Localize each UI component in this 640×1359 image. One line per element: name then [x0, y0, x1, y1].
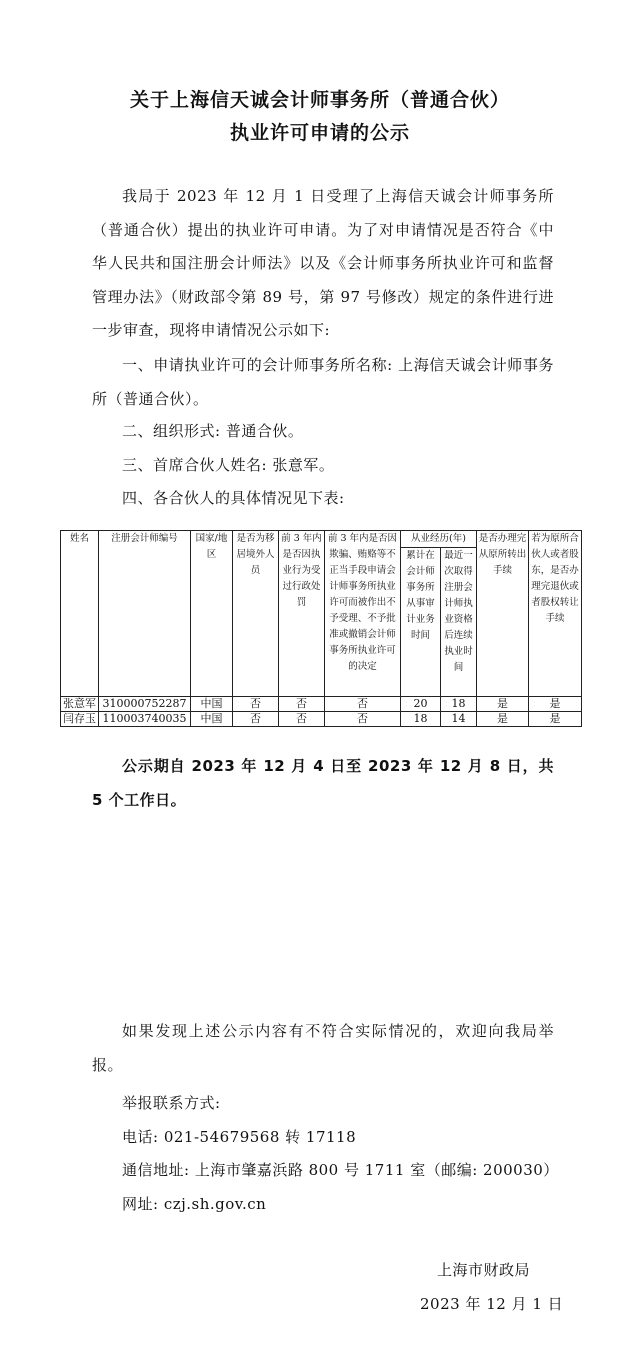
header-region: 国家/地区 — [191, 531, 233, 697]
cell-immigrant: 否 — [233, 697, 279, 712]
item-4-partner-table-intro: 四、各合伙人的具体情况见下表: — [122, 489, 345, 507]
cell-cpa-number: 310000752287 — [99, 697, 191, 712]
cell-fraud: 否 — [325, 712, 401, 727]
header-withdraw: 若为原所合伙人或者股东，是否办理完退伙或者股权转让手续 — [529, 531, 582, 697]
cell-cumulative: 18 — [401, 712, 441, 727]
table-row — [61, 697, 582, 712]
header-cumulative: 累计在会计师事务所从事审计业务时间 — [401, 548, 441, 697]
contact-address: 通信地址: 上海市肇嘉浜路 800 号 1711 室（邮编: 200030） — [122, 1161, 559, 1179]
document-title-line-2: 执业许可申请的公示 — [229, 122, 410, 144]
cell-fraud: 否 — [325, 697, 401, 712]
contact-phone: 电话: 021-54679568 转 17118 — [122, 1128, 357, 1146]
partners-table — [60, 530, 582, 727]
report-invitation: 如果发现上述公示内容有不符合实际情况的，欢迎向我局举报。 — [92, 1022, 554, 1074]
intro-paragraph: 我局于 2023 年 12 月 1 日受理了上海信天诚会计师事务所（普通合伙）提出的执业许可申请。为了对申请情况是否符合《中华人民共和国注册会计师法》以及《会计师事务所执业许可和监督管理办法》（财政部令第 89 号，第 97 号修改）规定的条件进行进一步审查，现将申请情况公示如下: — [92, 187, 554, 339]
issue-date: 2023 年 12 月 1 日 — [420, 1295, 564, 1313]
header-immigrant: 是否为移居境外人员 — [233, 531, 279, 697]
item-2-organization-form: 二、组织形式: 普通合伙。 — [122, 422, 304, 440]
cell-cumulative: 20 — [401, 697, 441, 712]
header-experience: 从业经历(年) — [401, 531, 477, 548]
header-cpa-number: 注册会计师编号 — [99, 531, 191, 697]
cell-withdraw: 是 — [529, 712, 582, 727]
document-title-line-1: 关于上海信天诚会计师事务所（普通合伙） — [129, 89, 510, 111]
cell-withdraw: 是 — [529, 697, 582, 712]
cell-name: 张意军 — [61, 697, 99, 712]
cell-region: 中国 — [191, 712, 233, 727]
cell-region: 中国 — [191, 697, 233, 712]
table-row — [61, 712, 582, 727]
header-name: 姓名 — [61, 531, 99, 697]
contact-label: 举报联系方式: — [122, 1094, 221, 1112]
cell-transfer: 是 — [477, 712, 529, 727]
cell-cpa-number: 110003740035 — [99, 712, 191, 727]
cell-transfer: 是 — [477, 697, 529, 712]
table-header-row — [61, 531, 582, 548]
cell-recent: 18 — [441, 697, 477, 712]
header-penalty: 前 3 年内是否因执业行为受过行政处罚 — [279, 531, 325, 697]
cell-penalty: 否 — [279, 697, 325, 712]
header-fraud: 前 3 年内是否因欺骗、贿赂等不正当手段申请会计师事务所执业许可而被作出不予受理、不予批准或撤销会计师事务所执业许可的决定 — [325, 531, 401, 697]
contact-website: 网址: czj.sh.gov.cn — [122, 1195, 267, 1213]
header-transfer: 是否办理完从原所转出手续 — [477, 531, 529, 697]
issuing-authority: 上海市财政局 — [437, 1261, 531, 1279]
cell-name: 闫存玉 — [61, 712, 99, 727]
item-3-chief-partner: 三、首席合伙人姓名: 张意军。 — [122, 456, 335, 474]
cell-penalty: 否 — [279, 712, 325, 727]
cell-immigrant: 否 — [233, 712, 279, 727]
cell-recent: 14 — [441, 712, 477, 727]
header-recent: 最近一次取得注册会计师执业资格后连续执业时间 — [441, 548, 477, 697]
publicity-period-notice: 公示期自 2023 年 12 月 4 日至 2023 年 12 月 8 日，共 5 个工作日。 — [92, 757, 554, 809]
item-1-firm-name: 一、申请执业许可的会计师事务所名称: 上海信天诚会计师事务所（普通合伙）。 — [92, 356, 554, 408]
